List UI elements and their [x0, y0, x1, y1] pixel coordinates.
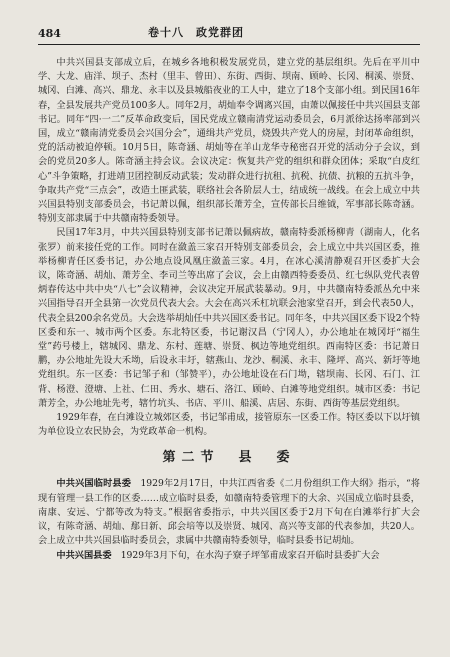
paragraph: 中共兴国县支部成立后，在城乡各地积极发展党员，建立党的基层组织。先后在平川中学、大龙、庙洋、坝子、杰村（里丰、曾田）、东街、西街、坝南、顾岭、长冈、桐溪、崇贤、城冈、白滩、高兴、鼎龙、永丰以及县城船夜业的工人中，建立了18个支部小组。到民国16年春，全县发展共产党员100多人。同年2月，胡灿奉令调离兴国，由萧以佩接任中共兴国县支部书记。同年“四·一二”反革命政变后，国民党成立赣南清党运动委员会，6月派徐达扬率部到兴国，成立“赣南清党委员会兴国分会”，通缉共产党员，烧毁共产党人的房屋，封闭革命组织，党的活动被迫停顿。10月5日，陈奇涵、胡灿等在羊山龙华寺秘密召开党的活动分子会议，到会的党员20多人。陈奇涵主持会议。会议决定：恢复共产党的组织和群众团体；采取“白皮红心”斗争策略，打进靖卫团控制反动武装；发动群众进行抗租、抗税、抗债、抗粮的五抗斗争，争取共产党“三点会”，改造土匪武装，联络社会各阶层人士，结成统一战线。在会上成立中共兴国县特别支部委员会，书记萧以佩，组织部长萧芳全，宣传部长吕维钺，军事部长陈奇涵。特别支部隶属于中共赣南特委领导。 [38, 57, 420, 225]
paragraph-text: 1929年3月下旬，在水沟子寮子坪邹甫成家召开临时县委扩大会 [111, 549, 380, 561]
page-body [38, 56, 420, 563]
running-title: 卷十八 政党群团 [148, 26, 244, 39]
header-rule [38, 44, 420, 45]
paragraph [38, 549, 420, 563]
paragraph [38, 477, 420, 548]
page-number: 484 [38, 27, 61, 40]
paragraph-lead: 中共兴国县委 [56, 549, 112, 561]
paragraph: 民国17年3月，中共兴国县特别支部书记萧以佩病故，赣南特委派杨柳青（湖南人，化名张罗）前来接任党的工作。同时在潋盖三家召开特别支部委员会，会上成立中共兴国区委，推举杨柳青任区委书记，办公地点设风凰庄潋盖三家。4月，在冰心溪清静观召开区委扩大会议，陈奇涵、胡灿、萧芳全、李司兰等出席了会议，会上由赣西特委委员、红七纵队党代表曾炳春传达中共中央“八七”会议精神，会议决定开展武装暴动。9月，中共赣南特委派丛允中来兴国指导召开全县第一次党员代表大会。大会在高兴禾杠坑联会池家堂召开，到会代表50人，代表全县200余名党员。大会选举胡灿任中共兴国区委书记。同年冬，中共兴国区委下设2个特区委和东一、城市两个区委。东北特区委，书记谢汉昌（宁冈人），办公地址在城冈圩“福生堂”药号楼上，辖城冈、鼎龙、东村、莲塘、崇贤、枫边等地党组织。西南特区委：书记萧日鹏，办公地址先设大禾坳，后设永丰圩，辖燕山、龙沙、桐溪、永丰、隆坪、高兴、新圩等地党组织。东一区委：书记邹子和（邹赞平），办公地址设在石门坳，辖坝南、长冈、石门、江背、杨澄、澄塘、上社、仁田、秀水、塘石、洛江、顾岭、白滩等地党组织。城市区委：书记萧芳全，办公地址先考，辖竹坑头、书店、平川、船溪、店居、东街、西街等基层党组织。 [38, 227, 420, 409]
paragraph-text: 1929年2月17日，中共江西省委《二月份组织工作大纲》指示，“将现有管理一县工作的区委……成立临时县委，如赣南特委管理下的大余、兴国成立临时县委，南康、安远、宁都等改为特支。”根据省委指示，中共兴国区委于2月下旬在白滩举行扩大会议，有陈奇涵、胡灿、鄢日新、邱会培等以及崇贤、城冈、高兴等支部的代表参加，共20人。会上成立中共兴国县临时委员会，隶属中共赣南特委领导，临时县委书记胡灿。 [38, 478, 420, 547]
page-header [38, 20, 420, 40]
section-title: 第二节 县 委 [162, 450, 296, 466]
paragraph: 1929年春，在白滩设立城郊区委，书记邹甫成，接管原东一区委工作。特区委以下以圩镇为单位设立农民协会，为党政革命一机构。 [38, 412, 420, 438]
paragraph-lead: 中共兴国临时县委 [56, 478, 132, 490]
